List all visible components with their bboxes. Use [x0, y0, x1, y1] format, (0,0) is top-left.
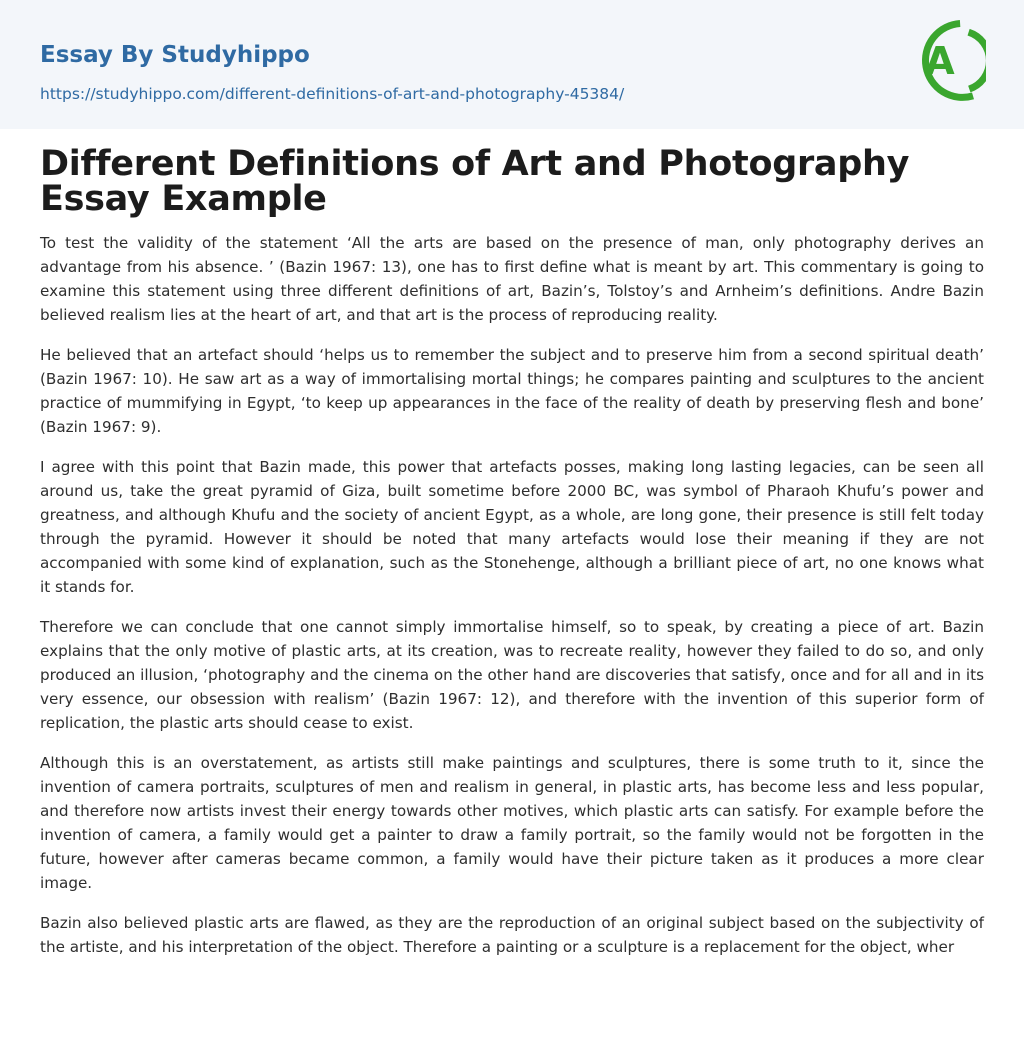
paragraph: Although this is an overstatement, as artists still make paintings and sculptures, there is some truth to it, since the invention of camera portraits, sculptures of men and realism in general, in plastic arts, has become less and less popular, and therefore now artists invest their energy towards other motives, which plastic arts can satisfy. For example before the invention of camera, a family would get a painter to draw a family portrait, so the family would not be forgotten in the future, however after cameras became common, a family would have their picture taken as it produces a more clear image.: [40, 754, 984, 892]
paragraph: To test the validity of the statement ‘All the arts are based on the presence of man, only photography derives an advantage from his absence. ’ (Bazin 1967: 13), one has to first define what is meant by art. This commentary is going to examine this statement using three different definitions of art, Bazin’s, Tolstoy’s and Arnheim’s definitions. Andre Bazin believed realism lies at the heart of art, and that art is the process of reproducing reality.: [40, 234, 984, 324]
studyhippo-logo[interactable]: [912, 19, 986, 105]
page-url-link[interactable]: https://studyhippo.com/different-definitions-of-art-and-photography-45384/: [40, 85, 625, 103]
paragraph: He believed that an artefact should ‘helps us to remember the subject and to preserve him from a second spiritual death’ (Bazin 1967: 10). He saw art as a way of immortalising mortal things; he compares painting and sculptures to the ancient practice of mummifying in Egypt, ‘to keep up appearances in the face of the reality of death by preserving flesh and bone’ (Bazin 1967: 9).: [40, 346, 984, 436]
site-brand[interactable]: Essay By Studyhippo: [40, 42, 310, 68]
page-title: Different Definitions of Art and Photography Essay Example: [40, 144, 910, 219]
logo-ring-icon: [912, 19, 986, 105]
article: [40, 144, 984, 975]
paragraph: I agree with this point that Bazin made, this power that artefacts posses, making long lasting legacies, can be seen all around us, take the great pyramid of Giza, built sometime before 2000 BC, was symbol of Pharaoh Khufu’s power and greatness, and although Khufu and the society of ancient Egypt, as a whole, are long gone, their presence is still felt today through the pyramid. However it should be noted that many artefacts would lose their meaning if they are not accompanied with some kind of explanation, such as the Stonehenge, although a brilliant piece of art, no one knows what it stands for.: [40, 458, 984, 596]
logo-letter: A: [925, 39, 955, 83]
paragraph: Therefore we can conclude that one cannot simply immortalise himself, so to speak, by creating a piece of art. Bazin explains that the only motive of plastic arts, at its creation, was to recreate reality, however they failed to do so, and only produced an illusion, ‘photography and the cinema on the other hand are discoveries that satisfy, once and for all and in its very essence, our obsession with realism’ (Bazin 1967: 12), and therefore with the invention of this superior form of replication, the plastic arts should cease to exist.: [40, 618, 984, 732]
site-header: [0, 0, 1024, 129]
article-body: [40, 231, 984, 959]
paragraph: Bazin also believed plastic arts are flawed, as they are the reproduction of an original subject based on the subjectivity of the artiste, and his interpretation of the object. Therefore a painting or a sculpture is a replacement for the object, wher: [40, 914, 984, 956]
